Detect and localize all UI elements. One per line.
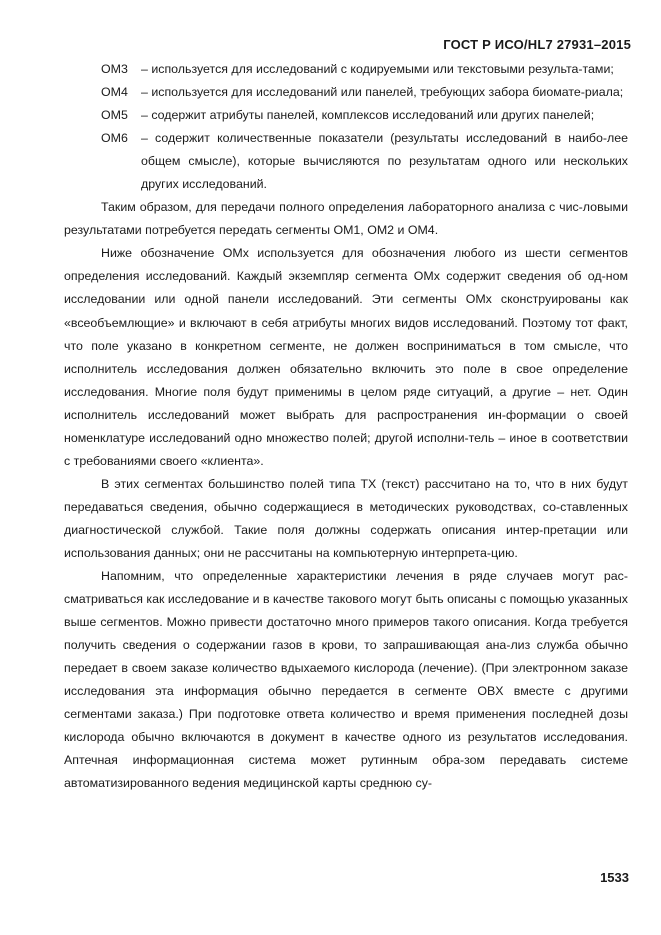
definition-text: – используется для исследований или панелей, требующих забора биомате-риала; [141,85,624,100]
page-number: 1533 [600,870,629,885]
document-body [64,58,628,796]
definition-om5 [64,104,628,127]
definition-code: OM4 [101,85,128,100]
definition-om6 [64,127,628,196]
definition-text: – содержит количественные показатели (результаты исследований в наибо-лее общем смысле), которые вычисляются по результатам одного или нескольких других исследований. [141,131,628,192]
definition-text: – используется для исследований с кодируемыми или текстовыми результа-тами; [141,62,614,76]
definition-code: OM6 [101,131,128,146]
body-paragraph-2: Ниже обозначение OMx используется для обозначения любого из шести сегментов определения исследований. Каждый экземпляр сегмента OMx содержит сведения об од-ном исследовании или одной панели исследований. Эти сегменты OMx сконструированы как «всеобъемлющие» и включают в себя атрибуты многих видов исследований. Поэтому тот факт, что поле указано в конкретном сегменте, не должен восприниматься в том смысле, что исполнитель исследования должен обязательно включить это поле в свое определение исследования. Многие поля будут применимы в целом ряде ситуаций, а другие – нет. Один исполнитель исследований может выбрать для распространения ин-формации о своей номенклатуре исследований одно множество полей; другой исполни-тель – иное в соответствии с требованиями своего «клиента». [64,246,628,468]
body-paragraph-1: Таким образом, для передачи полного определения лабораторного анализа с чис-ловыми результатами потребуется передать сегменты OM1, OM2 и OM4. [64,200,628,238]
definition-code: OM3 [101,62,128,76]
document-header: ГОСТ Р ИСО/HL7 27931–2015 [443,37,631,52]
definition-code: OM5 [101,108,128,123]
body-paragraph-3: В этих сегментах большинство полей типа TX (текст) рассчитано на то, что в них будут передаваться сведения, обычно содержащиеся в методических руководствах, со-ставленных диагностической службой. Такие поля должны содержать описания интер-претации или использования данных; они не рассчитаны на компьютерную интерпрета-цию. [64,476,628,560]
definition-text: – содержит атрибуты панелей, комплексов исследований или других панелей; [141,108,595,123]
body-paragraph-4: Напомним, что определенные характеристики лечения в ряде случаев могут рас-сматриваться как исследование и в качестве такового могут быть описаны с помощью указанных выше сегментов. Можно привести достаточно много примеров такого описания. Когда требуется получить сведения о содержании газов в крови, то запрашивающая ана-лиз служба обычно передает в своем заказе количество вдыхаемого кислорода (лечение). (При электронном заказе исследования эта информация обычно передается в сегменте OBX вместе с другими сегментами заказа.) При подготовке ответа количество и время применения последней дозы кислорода обычно включаются в документ в качестве одного из результатов исследования. Аптечная информационная система может рутинным обра-зом передавать системе автоматизированного ведения медицинской карты среднюю су- [64,569,628,791]
definition-om3 [64,58,628,81]
definition-om4 [64,81,628,104]
